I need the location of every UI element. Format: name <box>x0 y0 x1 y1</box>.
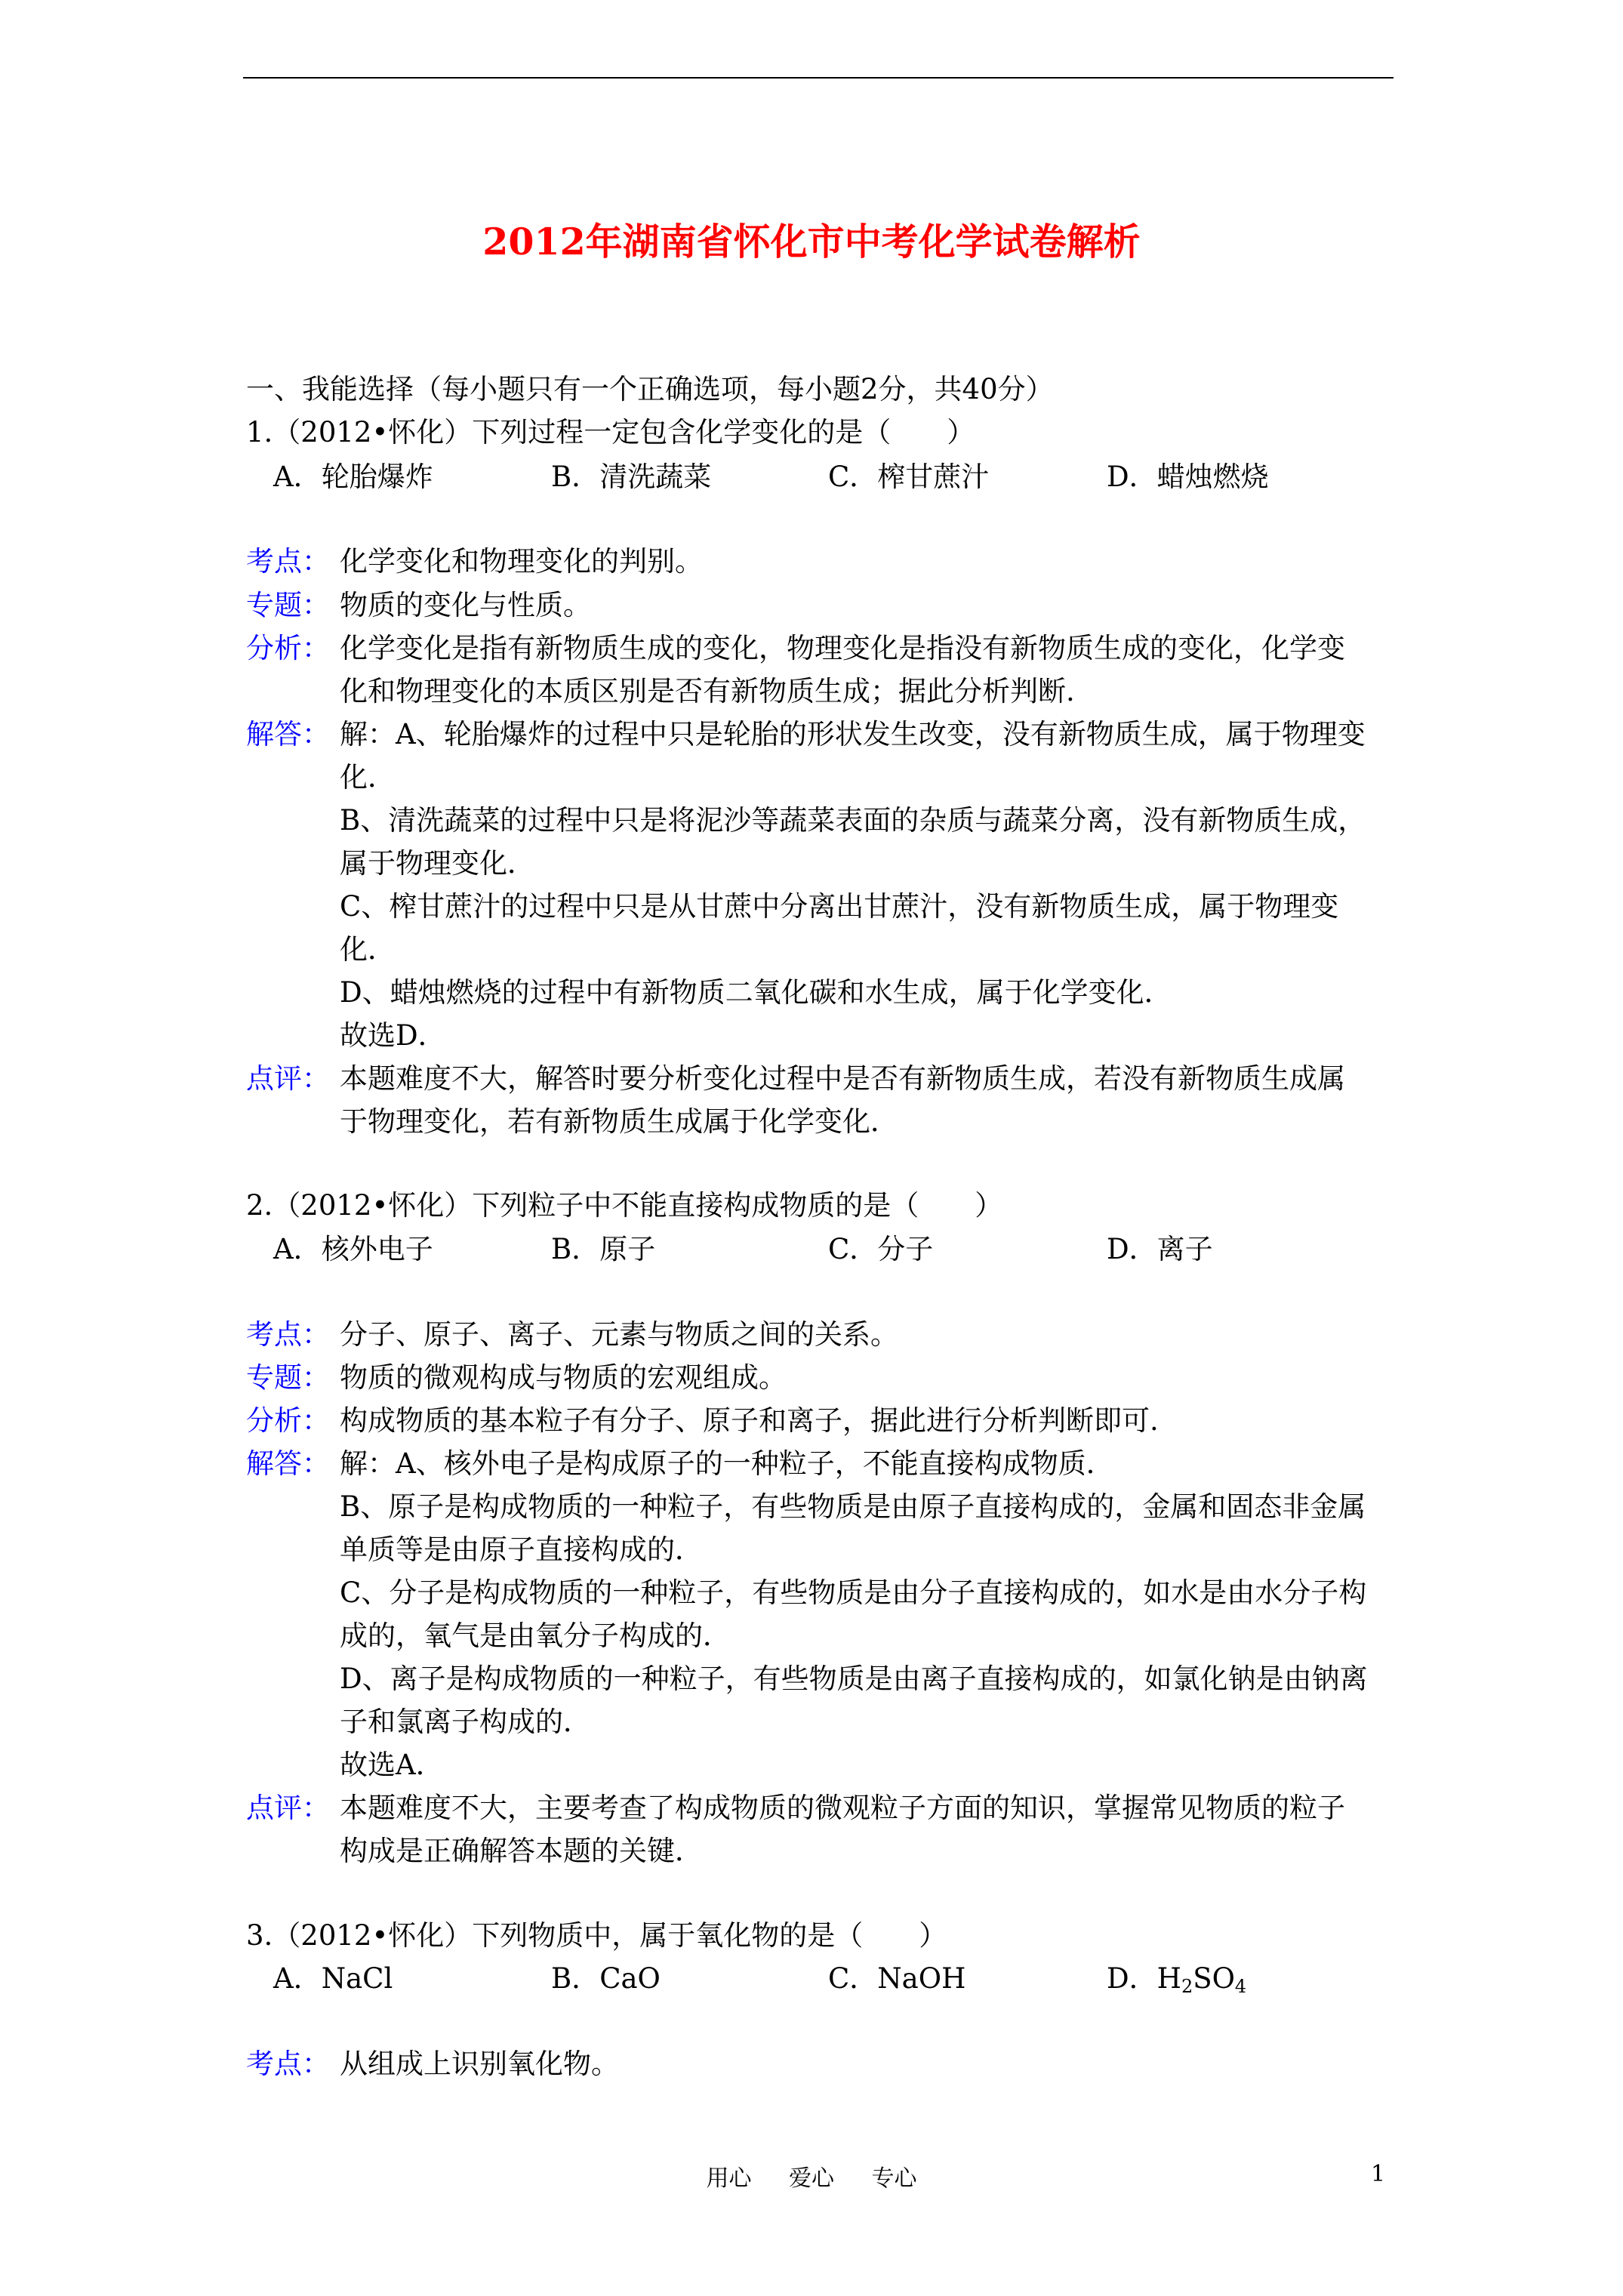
question-1-option-b: B．清洗蔬菜 <box>551 461 712 493</box>
kaodian-text: 分子、原子、离子、元素与物质之间的关系。 <box>340 1318 898 1351</box>
jieda-line: 子和氯离子构成的． <box>340 1706 591 1738</box>
jieda-line: D、蜡烛燃烧的过程中有新物质二氧化碳和水生成，属于化学变化． <box>340 976 1172 1009</box>
kaodian-label: 考点： <box>246 1318 330 1351</box>
jieda-label: 解答： <box>246 1447 330 1480</box>
formula-subscript-2: 2 <box>1181 1976 1193 1997</box>
zhuanti-label: 专题： <box>246 589 330 621</box>
zhuanti-label: 专题： <box>246 1361 330 1394</box>
jieda-line: 故选D． <box>340 1019 446 1052</box>
jieda-line: 解：A、轮胎爆炸的过程中只是轮胎的形状发生改变，没有新物质生成，属于物理变 <box>340 718 1366 750</box>
section-heading: 一、我能选择（每小题只有一个正确选项，每小题2分，共40分） <box>246 373 1054 405</box>
jieda-line: 故选A． <box>340 1749 444 1781</box>
zhuanti-text: 物质的微观构成与物质的宏观组成。 <box>340 1361 787 1394</box>
fenxi-line: 化学变化是指有新物质生成的变化，物理变化是指没有新物质生成的变化，化学变 <box>340 632 1345 664</box>
option-d-letter: D． <box>1107 1962 1157 1995</box>
fenxi-line: 构成物质的基本粒子有分子、原子和离子，据此进行分析判断即可. <box>340 1404 1159 1437</box>
question-1-option-d: D．蜡烛燃烧 <box>1107 461 1269 493</box>
fenxi-label: 分析： <box>246 1404 330 1437</box>
dianping-label: 点评： <box>246 1792 330 1824</box>
formula-subscript-4: 4 <box>1234 1976 1247 1997</box>
jieda-line: 属于物理变化． <box>340 847 535 880</box>
jieda-line: 单质等是由原子直接构成的． <box>340 1533 703 1566</box>
question-2-option-b: B．原子 <box>551 1233 656 1265</box>
jieda-line: 化． <box>340 933 396 966</box>
kaodian-label: 考点： <box>246 545 330 578</box>
fenxi-label: 分析： <box>246 632 330 664</box>
question-1-option-a: A．轮胎爆炸 <box>273 461 433 493</box>
question-2-option-d: D．离子 <box>1107 1233 1213 1265</box>
question-3-stem: 3.（2012•怀化）下列物质中，属于氧化物的是（ ） <box>246 1919 947 1952</box>
dianping-line: 构成是正确解答本题的关键． <box>340 1835 703 1867</box>
dianping-label: 点评： <box>246 1062 330 1095</box>
jieda-line: B、清洗蔬菜的过程中只是将泥沙等蔬菜表面的杂质与蔬菜分离，没有新物质生成， <box>340 804 1366 837</box>
jieda-line: D、离子是构成物质的一种粒子，有些物质是由离子直接构成的，如氯化钠是由钠离 <box>340 1663 1368 1695</box>
jieda-line: B、原子是构成物质的一种粒子，有些物质是由原子直接构成的，金属和固态非金属 <box>340 1490 1366 1523</box>
question-3-option-c: C．NaOH <box>828 1962 966 1995</box>
kaodian-text: 化学变化和物理变化的判别。 <box>340 545 703 578</box>
footer-yongxin: 用心 <box>706 2165 752 2192</box>
question-1-option-c: C．榨甘蔗汁 <box>828 461 990 493</box>
zhuanti-text: 物质的变化与性质。 <box>340 589 591 621</box>
kaodian-label: 考点： <box>246 2048 330 2080</box>
question-3-option-d <box>1107 1962 1247 1997</box>
kaodian-text: 从组成上识别氧化物。 <box>340 2048 619 2080</box>
page-number: 1 <box>1371 2161 1386 2187</box>
jieda-line: 化． <box>340 761 396 794</box>
question-2-stem: 2.（2012•怀化）下列粒子中不能直接构成物质的是（ ） <box>246 1189 1003 1222</box>
question-3-option-a: A．NaCl <box>273 1962 393 1995</box>
question-2-option-c: C．分子 <box>828 1233 934 1265</box>
formula-h: H <box>1156 1962 1181 1995</box>
jieda-label: 解答： <box>246 718 330 750</box>
dianping-line: 本题难度不大，解答时要分析变化过程中是否有新物质生成，若没有新物质生成属 <box>340 1062 1345 1095</box>
jieda-line: 解：A、核外电子是构成原子的一种粒子，不能直接构成物质． <box>340 1447 1114 1480</box>
question-1-stem: 1.（2012•怀化）下列过程一定包含化学变化的是（ ） <box>246 416 975 448</box>
formula-so: SO <box>1193 1962 1235 1995</box>
jieda-line: C、榨甘蔗汁的过程中只是从甘蔗中分离出甘蔗汁，没有新物质生成，属于物理变 <box>340 890 1339 923</box>
page-title: 2012年湖南省怀化市中考化学试卷解析 <box>482 220 1141 264</box>
header-rule <box>243 77 1394 79</box>
question-3-option-b: B．CaO <box>551 1962 661 1995</box>
fenxi-line: 化和物理变化的本质区别是否有新物质生成；据此分析判断. <box>340 675 1075 707</box>
footer-zhuanxin: 专心 <box>871 2165 917 2192</box>
dianping-line: 本题难度不大，主要考查了构成物质的微观粒子方面的知识，掌握常见物质的粒子 <box>340 1792 1345 1824</box>
jieda-line: 成的，氧气是由氧分子构成的． <box>340 1620 731 1652</box>
footer-aixin: 爱心 <box>789 2165 834 2192</box>
jieda-line: C、分子是构成物质的一种粒子，有些物质是由分子直接构成的，如水是由水分子构 <box>340 1576 1367 1609</box>
question-2-option-a: A．核外电子 <box>273 1233 433 1265</box>
dianping-line: 于物理变化，若有新物质生成属于化学变化． <box>340 1105 898 1138</box>
